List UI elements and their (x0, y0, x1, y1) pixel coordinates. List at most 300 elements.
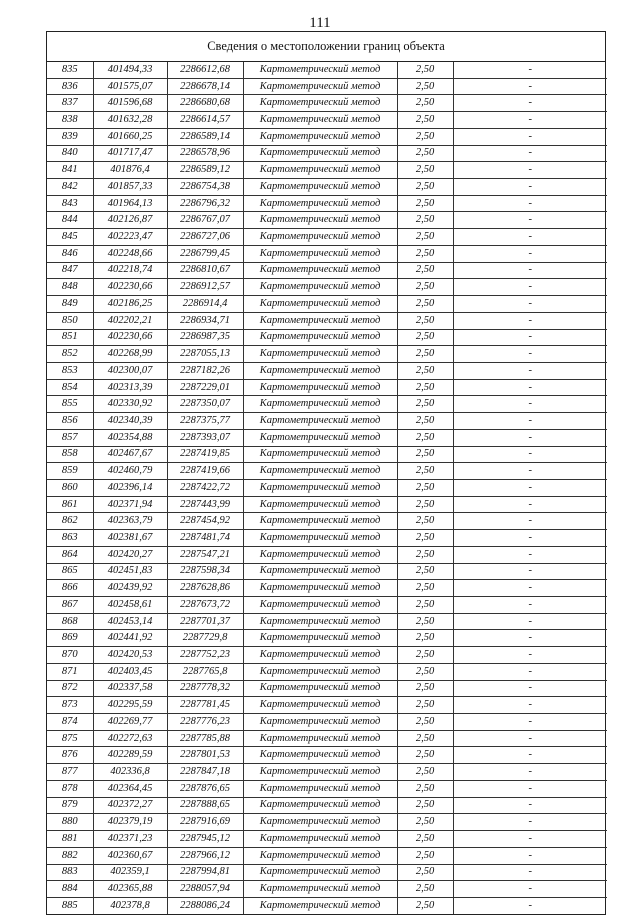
point-number-cell: 855 (47, 396, 93, 413)
table-row (47, 580, 607, 597)
x-coordinate-cell: 401717,47 (93, 145, 167, 162)
y-coordinate-cell: 2287454,92 (167, 513, 243, 530)
table-row (47, 62, 607, 78)
table-row (47, 630, 607, 647)
accuracy-cell: 2,50 (397, 296, 453, 313)
point-number-cell: 867 (47, 597, 93, 614)
x-coordinate-cell: 402441,92 (93, 630, 167, 647)
table-row (47, 329, 607, 346)
description-cell: - (453, 680, 607, 697)
table-row (47, 413, 607, 430)
x-coordinate-cell: 402460,79 (93, 463, 167, 480)
x-coordinate-cell: 402363,79 (93, 513, 167, 530)
accuracy-cell: 2,50 (397, 463, 453, 480)
accuracy-cell: 2,50 (397, 429, 453, 446)
point-number-cell: 877 (47, 764, 93, 781)
accuracy-cell: 2,50 (397, 680, 453, 697)
page-number: 111 (309, 15, 331, 31)
x-coordinate-cell: 402371,94 (93, 496, 167, 513)
table-row (47, 797, 607, 814)
table-row (47, 78, 607, 95)
table-row (47, 513, 607, 530)
method-cell: Картометрический метод (243, 212, 397, 229)
accuracy-cell: 2,50 (397, 195, 453, 212)
description-cell: - (453, 229, 607, 246)
x-coordinate-cell: 402371,23 (93, 831, 167, 848)
accuracy-cell: 2,50 (397, 95, 453, 112)
x-coordinate-cell: 402458,61 (93, 597, 167, 614)
method-cell: Картометрический метод (243, 329, 397, 346)
y-coordinate-cell: 2287765,8 (167, 663, 243, 680)
y-coordinate-cell: 2287876,65 (167, 780, 243, 797)
x-coordinate-cell: 402365,88 (93, 881, 167, 898)
description-cell: - (453, 262, 607, 279)
accuracy-cell: 2,50 (397, 647, 453, 664)
description-cell: - (453, 446, 607, 463)
table-row (47, 613, 607, 630)
point-number-cell: 870 (47, 647, 93, 664)
y-coordinate-cell: 2286727,06 (167, 229, 243, 246)
description-cell: - (453, 780, 607, 797)
table-row (47, 747, 607, 764)
table-row (47, 597, 607, 614)
description-cell: - (453, 530, 607, 547)
accuracy-cell: 2,50 (397, 563, 453, 580)
y-coordinate-cell: 2287778,32 (167, 680, 243, 697)
method-cell: Картометрический метод (243, 145, 397, 162)
accuracy-cell: 2,50 (397, 613, 453, 630)
description-cell: - (453, 95, 607, 112)
x-coordinate-cell: 402360,67 (93, 847, 167, 864)
table-row (47, 530, 607, 547)
method-cell: Картометрический метод (243, 296, 397, 313)
accuracy-cell: 2,50 (397, 379, 453, 396)
description-cell: - (453, 597, 607, 614)
description-cell: - (453, 714, 607, 731)
description-cell: - (453, 429, 607, 446)
y-coordinate-cell: 2288057,94 (167, 881, 243, 898)
description-cell: - (453, 630, 607, 647)
x-coordinate-cell: 402289,59 (93, 747, 167, 764)
method-cell: Картометрический метод (243, 78, 397, 95)
accuracy-cell: 2,50 (397, 580, 453, 597)
x-coordinate-cell: 402359,1 (93, 864, 167, 881)
accuracy-cell: 2,50 (397, 663, 453, 680)
method-cell: Картометрический метод (243, 747, 397, 764)
accuracy-cell: 2,50 (397, 546, 453, 563)
point-number-cell: 856 (47, 413, 93, 430)
table-row (47, 429, 607, 446)
x-coordinate-cell: 401596,68 (93, 95, 167, 112)
accuracy-cell: 2,50 (397, 78, 453, 95)
y-coordinate-cell: 2287055,13 (167, 346, 243, 363)
point-number-cell: 835 (47, 62, 93, 78)
y-coordinate-cell: 2287781,45 (167, 697, 243, 714)
point-number-cell: 852 (47, 346, 93, 363)
description-cell: - (453, 730, 607, 747)
method-cell: Картометрический метод (243, 362, 397, 379)
description-cell: - (453, 647, 607, 664)
point-number-cell: 850 (47, 312, 93, 329)
y-coordinate-cell: 2287375,77 (167, 413, 243, 430)
point-number-cell: 842 (47, 179, 93, 196)
x-coordinate-cell: 402230,66 (93, 279, 167, 296)
table-row (47, 379, 607, 396)
accuracy-cell: 2,50 (397, 530, 453, 547)
x-coordinate-cell: 402295,59 (93, 697, 167, 714)
method-cell: Картометрический метод (243, 897, 397, 913)
y-coordinate-cell: 2286799,45 (167, 245, 243, 262)
table-row (47, 446, 607, 463)
point-number-cell: 847 (47, 262, 93, 279)
method-cell: Картометрический метод (243, 112, 397, 129)
method-cell: Картометрический метод (243, 764, 397, 781)
accuracy-cell: 2,50 (397, 162, 453, 179)
y-coordinate-cell: 2286754,38 (167, 179, 243, 196)
y-coordinate-cell: 2287888,65 (167, 797, 243, 814)
y-coordinate-cell: 2287994,81 (167, 864, 243, 881)
x-coordinate-cell: 402381,67 (93, 530, 167, 547)
x-coordinate-cell: 402272,63 (93, 730, 167, 747)
method-cell: Картометрический метод (243, 563, 397, 580)
y-coordinate-cell: 2287785,88 (167, 730, 243, 747)
point-number-cell: 851 (47, 329, 93, 346)
table-row (47, 128, 607, 145)
description-cell: - (453, 496, 607, 513)
accuracy-cell: 2,50 (397, 229, 453, 246)
y-coordinate-cell: 2286810,67 (167, 262, 243, 279)
y-coordinate-cell: 2286589,12 (167, 162, 243, 179)
table-row (47, 864, 607, 881)
method-cell: Картометрический метод (243, 513, 397, 530)
point-number-cell: 878 (47, 780, 93, 797)
y-coordinate-cell: 2287729,8 (167, 630, 243, 647)
table-row (47, 647, 607, 664)
method-cell: Картометрический метод (243, 797, 397, 814)
accuracy-cell: 2,50 (397, 513, 453, 530)
method-cell: Картометрический метод (243, 279, 397, 296)
x-coordinate-cell: 402337,58 (93, 680, 167, 697)
description-cell: - (453, 379, 607, 396)
point-number-cell: 841 (47, 162, 93, 179)
x-coordinate-cell: 402313,39 (93, 379, 167, 396)
y-coordinate-cell: 2286578,96 (167, 145, 243, 162)
x-coordinate-cell: 402396,14 (93, 479, 167, 496)
x-coordinate-cell: 402451,83 (93, 563, 167, 580)
description-cell: - (453, 128, 607, 145)
x-coordinate-cell: 402364,45 (93, 780, 167, 797)
coordinates-table-body (47, 62, 607, 914)
accuracy-cell: 2,50 (397, 814, 453, 831)
accuracy-cell: 2,50 (397, 831, 453, 848)
y-coordinate-cell: 2287350,07 (167, 396, 243, 413)
accuracy-cell: 2,50 (397, 597, 453, 614)
x-coordinate-cell: 402378,8 (93, 897, 167, 913)
point-number-cell: 854 (47, 379, 93, 396)
method-cell: Картометрический метод (243, 229, 397, 246)
method-cell: Картометрический метод (243, 162, 397, 179)
point-number-cell: 869 (47, 630, 93, 647)
point-number-cell: 871 (47, 663, 93, 680)
x-coordinate-cell: 402268,99 (93, 346, 167, 363)
method-cell: Картометрический метод (243, 429, 397, 446)
point-number-cell: 884 (47, 881, 93, 898)
table-row (47, 764, 607, 781)
point-number-cell: 865 (47, 563, 93, 580)
point-number-cell: 879 (47, 797, 93, 814)
description-cell: - (453, 78, 607, 95)
description-cell: - (453, 296, 607, 313)
method-cell: Картометрический метод (243, 446, 397, 463)
table-row (47, 496, 607, 513)
method-cell: Картометрический метод (243, 847, 397, 864)
description-cell: - (453, 245, 607, 262)
x-coordinate-cell: 402218,74 (93, 262, 167, 279)
x-coordinate-cell: 402300,07 (93, 362, 167, 379)
accuracy-cell: 2,50 (397, 413, 453, 430)
point-number-cell: 846 (47, 245, 93, 262)
table-row (47, 730, 607, 747)
point-number-cell: 839 (47, 128, 93, 145)
description-cell: - (453, 881, 607, 898)
accuracy-cell: 2,50 (397, 714, 453, 731)
y-coordinate-cell: 2286767,07 (167, 212, 243, 229)
y-coordinate-cell: 2287628,86 (167, 580, 243, 597)
y-coordinate-cell: 2286678,14 (167, 78, 243, 95)
accuracy-cell: 2,50 (397, 329, 453, 346)
y-coordinate-cell: 2287598,34 (167, 563, 243, 580)
description-cell: - (453, 195, 607, 212)
method-cell: Картометрический метод (243, 864, 397, 881)
accuracy-cell: 2,50 (397, 730, 453, 747)
table-row (47, 195, 607, 212)
description-cell: - (453, 847, 607, 864)
method-cell: Картометрический метод (243, 630, 397, 647)
method-cell: Картометрический метод (243, 814, 397, 831)
table-row (47, 362, 607, 379)
table-row (47, 95, 607, 112)
method-cell: Картометрический метод (243, 179, 397, 196)
point-number-cell: 873 (47, 697, 93, 714)
y-coordinate-cell: 2286680,68 (167, 95, 243, 112)
accuracy-cell: 2,50 (397, 346, 453, 363)
point-number-cell: 849 (47, 296, 93, 313)
table-row (47, 346, 607, 363)
y-coordinate-cell: 2287443,99 (167, 496, 243, 513)
x-coordinate-cell: 402230,66 (93, 329, 167, 346)
table-row (47, 714, 607, 731)
method-cell: Картометрический метод (243, 128, 397, 145)
method-cell: Картометрический метод (243, 62, 397, 78)
point-number-cell: 838 (47, 112, 93, 129)
accuracy-cell: 2,50 (397, 897, 453, 913)
point-number-cell: 862 (47, 513, 93, 530)
accuracy-cell: 2,50 (397, 479, 453, 496)
point-number-cell: 857 (47, 429, 93, 446)
method-cell: Картометрический метод (243, 396, 397, 413)
table-row (47, 145, 607, 162)
point-number-cell: 868 (47, 613, 93, 630)
table-row (47, 546, 607, 563)
accuracy-cell: 2,50 (397, 212, 453, 229)
point-number-cell: 885 (47, 897, 93, 913)
y-coordinate-cell: 2287229,01 (167, 379, 243, 396)
coordinates-table (47, 62, 607, 914)
description-cell: - (453, 346, 607, 363)
description-cell: - (453, 831, 607, 848)
description-cell: - (528, 899, 532, 911)
y-coordinate-cell: 2286934,71 (167, 312, 243, 329)
point-number-cell: 848 (47, 279, 93, 296)
y-coordinate-cell: 2287847,18 (167, 764, 243, 781)
point-number-cell: 875 (47, 730, 93, 747)
method-cell: Картометрический метод (243, 379, 397, 396)
description-cell: - (453, 479, 607, 496)
table-row (47, 179, 607, 196)
table-row (47, 814, 607, 831)
description-cell: - (453, 312, 607, 329)
description-cell: - (453, 396, 607, 413)
method-cell: Картометрический метод (243, 647, 397, 664)
point-number-cell: 881 (47, 831, 93, 848)
description-cell: - (453, 580, 607, 597)
point-number-cell: 863 (47, 530, 93, 547)
description-cell: - (453, 663, 607, 680)
table-row (47, 312, 607, 329)
accuracy-cell: 2,50 (397, 62, 453, 78)
method-cell: Картометрический метод (243, 413, 397, 430)
point-number-cell: 845 (47, 229, 93, 246)
x-coordinate-cell: 402467,67 (93, 446, 167, 463)
y-coordinate-cell: 2286612,68 (167, 62, 243, 78)
x-coordinate-cell: 401632,28 (93, 112, 167, 129)
method-cell: Картометрический метод (243, 479, 397, 496)
y-coordinate-cell: 2286796,32 (167, 195, 243, 212)
point-number-cell: 859 (47, 463, 93, 480)
table-row (47, 463, 607, 480)
method-cell: Картометрический метод (243, 780, 397, 797)
x-coordinate-cell: 402379,19 (93, 814, 167, 831)
accuracy-cell: 2,50 (397, 312, 453, 329)
accuracy-cell: 2,50 (397, 362, 453, 379)
y-coordinate-cell: 2287701,37 (167, 613, 243, 630)
accuracy-cell: 2,50 (397, 145, 453, 162)
description-cell: - (453, 563, 607, 580)
description-cell: - (453, 179, 607, 196)
x-coordinate-cell: 402372,27 (93, 797, 167, 814)
x-coordinate-cell: 401494,33 (93, 62, 167, 78)
description-cell: - (453, 463, 607, 480)
accuracy-cell: 2,50 (397, 780, 453, 797)
accuracy-cell: 2,50 (397, 112, 453, 129)
x-coordinate-cell: 402439,92 (93, 580, 167, 597)
y-coordinate-cell: 2287916,69 (167, 814, 243, 831)
x-coordinate-cell: 402126,87 (93, 212, 167, 229)
point-number-cell: 861 (47, 496, 93, 513)
method-cell: Картометрический метод (243, 881, 397, 898)
description-cell: - (453, 162, 607, 179)
point-number-cell: 880 (47, 814, 93, 831)
x-coordinate-cell: 402330,92 (93, 396, 167, 413)
x-coordinate-cell: 402269,77 (93, 714, 167, 731)
method-cell: Картометрический метод (243, 530, 397, 547)
x-coordinate-cell: 402420,27 (93, 546, 167, 563)
point-number-cell: 844 (47, 212, 93, 229)
boundary-table-sheet (46, 31, 606, 915)
accuracy-cell: 2,50 (397, 262, 453, 279)
table-row (47, 296, 607, 313)
point-number-cell: 874 (47, 714, 93, 731)
accuracy-cell: 2,50 (397, 279, 453, 296)
y-coordinate-cell: 2286912,57 (167, 279, 243, 296)
point-number-cell: 866 (47, 580, 93, 597)
point-number-cell: 864 (47, 546, 93, 563)
description-cell: - (453, 613, 607, 630)
method-cell: Картометрический метод (243, 613, 397, 630)
x-coordinate-cell: 402202,21 (93, 312, 167, 329)
x-coordinate-cell: 402340,39 (93, 413, 167, 430)
x-coordinate-cell: 402336,8 (93, 764, 167, 781)
method-cell: Картометрический метод (243, 580, 397, 597)
table-row (47, 162, 607, 179)
y-coordinate-cell: 2287547,21 (167, 546, 243, 563)
description-cell: - (453, 764, 607, 781)
x-coordinate-cell: 401964,13 (93, 195, 167, 212)
y-coordinate-cell: 2287776,23 (167, 714, 243, 731)
description-cell: - (453, 864, 607, 881)
description-cell: - (453, 747, 607, 764)
accuracy-cell: 2,50 (397, 747, 453, 764)
table-row (47, 245, 607, 262)
y-coordinate-cell: 2286614,57 (167, 112, 243, 129)
point-number-cell: 853 (47, 362, 93, 379)
x-coordinate-cell: 402186,25 (93, 296, 167, 313)
y-coordinate-cell: 2287481,74 (167, 530, 243, 547)
method-cell: Картометрический метод (243, 463, 397, 480)
table-row (47, 697, 607, 714)
description-cell: - (453, 212, 607, 229)
description-cell: - (453, 62, 607, 78)
method-cell: Картометрический метод (243, 245, 397, 262)
table-row (47, 897, 607, 913)
table-row (47, 563, 607, 580)
method-cell: Картометрический метод (243, 714, 397, 731)
accuracy-cell: 2,50 (397, 179, 453, 196)
accuracy-cell: 2,50 (397, 128, 453, 145)
x-coordinate-cell: 401857,33 (93, 179, 167, 196)
point-number-cell: 860 (47, 479, 93, 496)
y-coordinate-cell: 2287419,66 (167, 463, 243, 480)
table-row (47, 881, 607, 898)
table-row (47, 279, 607, 296)
table-title: Сведения о местоположении границ объекта (47, 32, 605, 62)
table-row (47, 229, 607, 246)
y-coordinate-cell: 2286914,4 (167, 296, 243, 313)
y-coordinate-cell: 2287182,26 (167, 362, 243, 379)
accuracy-cell: 2,50 (397, 496, 453, 513)
method-cell: Картометрический метод (243, 597, 397, 614)
method-cell: Картометрический метод (243, 262, 397, 279)
point-number-cell: 843 (47, 195, 93, 212)
table-row (47, 396, 607, 413)
table-row (47, 479, 607, 496)
accuracy-cell: 2,50 (397, 764, 453, 781)
method-cell: Картометрический метод (243, 663, 397, 680)
table-row (47, 847, 607, 864)
x-coordinate-cell: 402453,14 (93, 613, 167, 630)
y-coordinate-cell: 2286987,35 (167, 329, 243, 346)
description-cell: - (453, 279, 607, 296)
